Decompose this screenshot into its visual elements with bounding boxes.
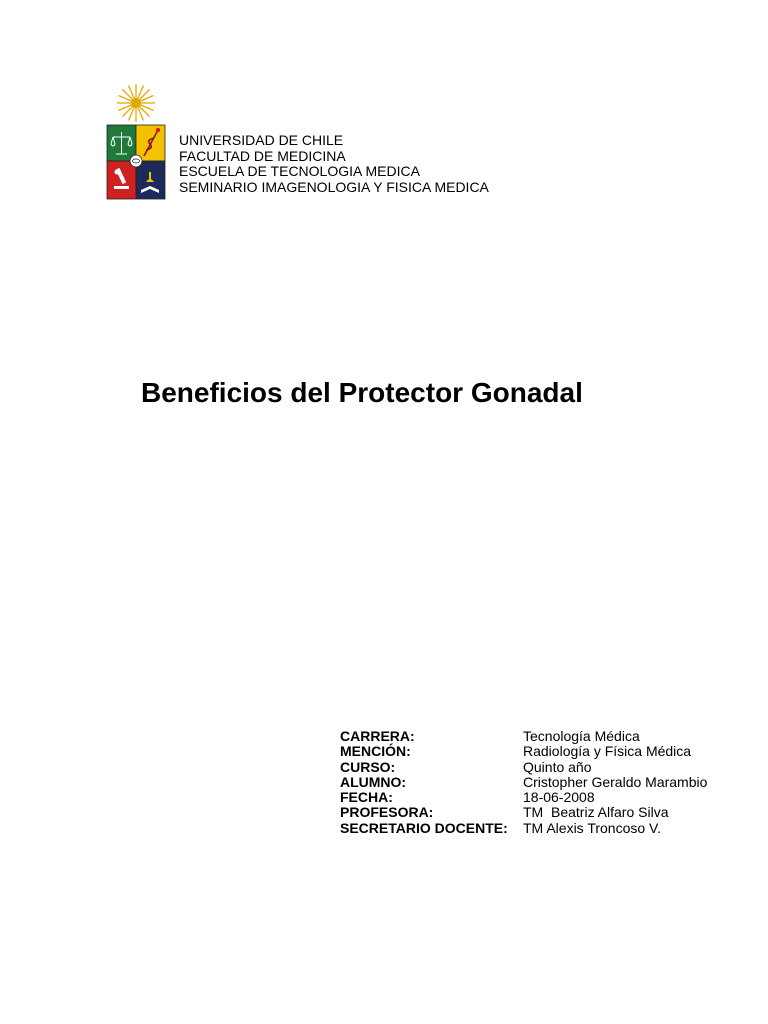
info-label: FECHA: [340, 789, 393, 806]
info-row-alumno [340, 775, 707, 790]
info-block [340, 729, 707, 836]
info-row-mencion [340, 744, 707, 759]
faculty-name: FACULTAD DE MEDICINA [179, 147, 346, 164]
university-name: UNIVERSIDAD DE CHILE [179, 132, 344, 148]
seminar-name: SEMINARIO IMAGENOLOGIA Y FISICA MEDICA [179, 178, 489, 195]
info-row-fecha [340, 790, 707, 805]
info-value: TM Alexis Troncoso V. [523, 819, 661, 836]
info-row-curso [340, 760, 707, 775]
info-row-secretario [340, 821, 707, 836]
info-label: CURSO: [340, 758, 396, 775]
info-label: CARRERA: [340, 728, 415, 744]
info-value: TM Beatriz Alfaro Silva [523, 804, 669, 821]
info-value: Quinto año [523, 758, 592, 775]
info-label: MENCIÓN: [340, 743, 411, 760]
document-title: Beneficios del Protector Gonadal [141, 377, 583, 408]
info-value: Cristopher Geraldo Marambio [523, 773, 708, 790]
institution-header [179, 133, 489, 195]
info-label: PROFESORA: [340, 804, 434, 821]
info-label: SECRETARIO DOCENTE: [340, 819, 508, 836]
info-value: Tecnología Médica [523, 728, 640, 744]
university-crest-icon [104, 82, 168, 202]
info-row-profesora [340, 805, 707, 820]
info-value: 18-06-2008 [523, 789, 595, 806]
info-label: ALUMNO: [340, 773, 407, 790]
info-row-carrera [340, 729, 707, 744]
info-value: Radiología y Física Médica [523, 743, 692, 760]
school-name: ESCUELA DE TECNOLOGIA MEDICA [179, 163, 420, 179]
shield-icon [107, 125, 165, 199]
